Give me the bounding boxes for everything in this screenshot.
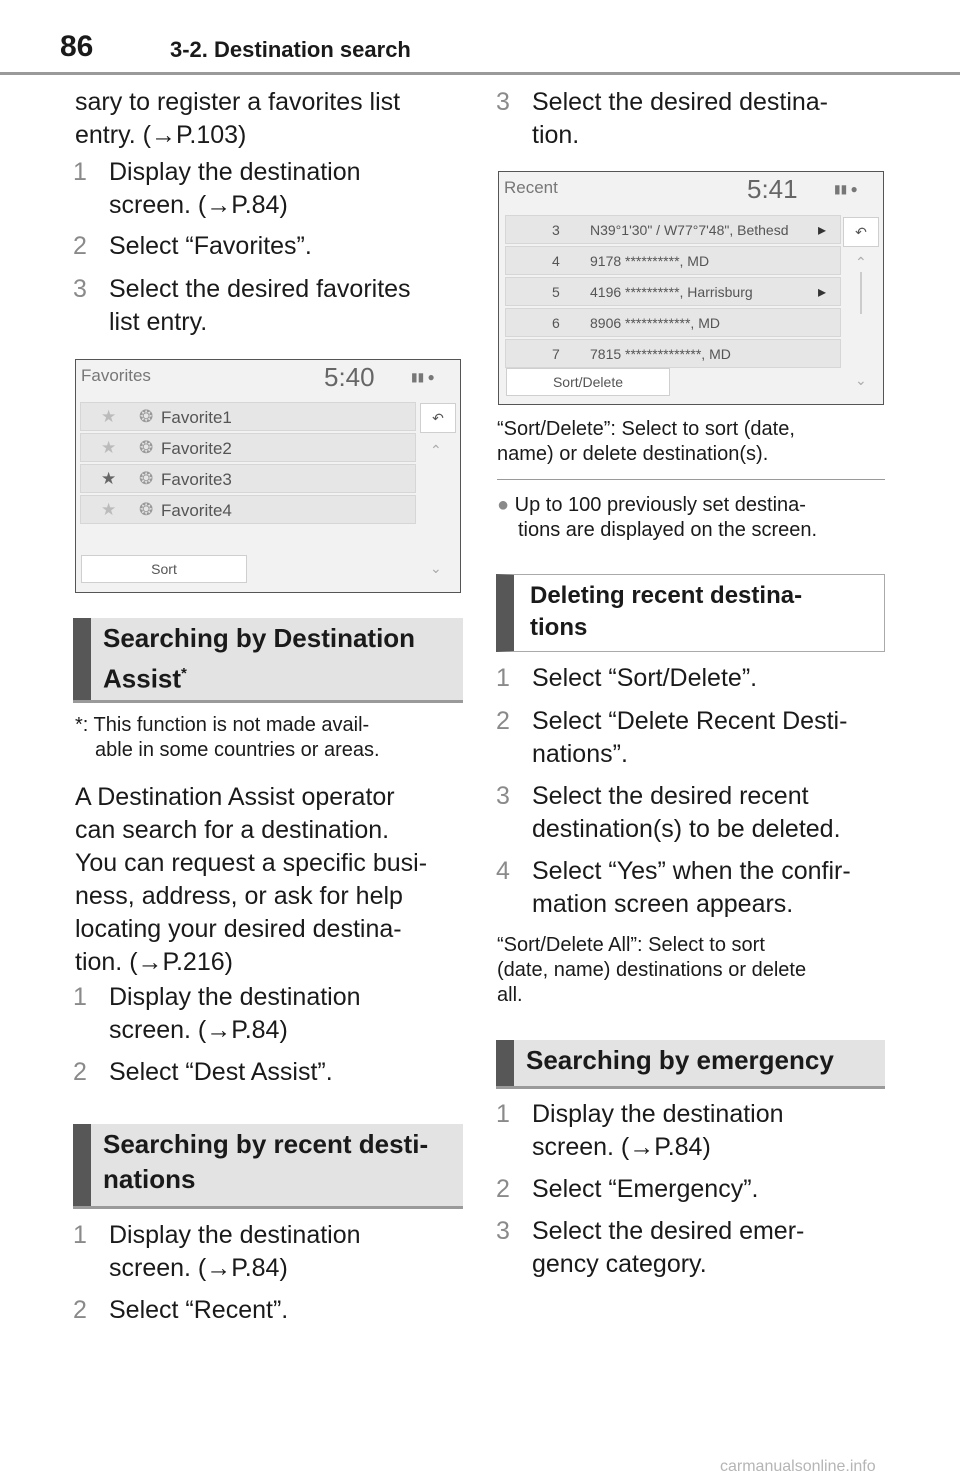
favorites-screen: [75, 359, 461, 593]
status-icons: ▮▮ ●: [834, 182, 858, 196]
recent-step-1: 1 Display the destination screen. (→P.84): [73, 1221, 361, 1282]
recent-row[interactable]: 4 9178 **********, MD: [505, 246, 841, 275]
favorite-row[interactable]: ★ ❂ Favorite4: [80, 495, 416, 524]
delete-step-1: 1 Select “Sort/Delete”.: [496, 664, 758, 692]
sort-delete-all-note: “Sort/Delete All”: Select to sort (date, name) destinations or delete all.: [497, 934, 807, 1006]
recent-row[interactable]: 5 4196 **********, Harrisburg ▸: [505, 277, 841, 306]
emergency-step-3: 3 Select the desired emer- gency category.: [496, 1217, 805, 1278]
screen-title: Favorites: [81, 366, 151, 385]
route-icon[interactable]: ▸: [818, 222, 827, 239]
star-icon: ★: [101, 407, 117, 426]
intro-text: sary to register a favorites list entry. (→P.103): [75, 88, 401, 149]
bullet-note: ● Up to 100 previously set destina- tions are displayed on the screen.: [497, 494, 818, 541]
watermark: carmanualsonline.info: [720, 1458, 876, 1475]
page-number: 86: [60, 30, 94, 63]
gear-icon: ❂: [139, 469, 154, 488]
assist-paragraph: A Destination Assist operator can search for a destination. You can request a specific busi- ness, address, or ask for help locating your desired destina- tion. (→P.216): [75, 783, 428, 976]
star-icon: ★: [101, 438, 117, 457]
screen-clock: 5:41: [747, 174, 798, 204]
scroll-up-icon[interactable]: ⌃: [430, 442, 442, 458]
section-rule: [73, 1206, 463, 1209]
recent-screen: [498, 171, 884, 405]
assist-step-1: 1 Display the destination screen. (→P.84): [73, 983, 361, 1044]
assist-step-2: 2 Select “Dest Assist”.: [73, 1058, 333, 1086]
route-icon[interactable]: ▸: [818, 284, 827, 301]
section-heading-delete: Deleting recent destina- tions: [496, 574, 885, 652]
delete-step-4: 4 Select “Yes” when the confir- mation screen appears.: [496, 857, 851, 918]
delete-step-3: 3 Select the desired recent destination(s) to be deleted.: [496, 782, 841, 843]
section-heading-recent: Searching by recent desti- nations: [73, 1124, 463, 1206]
favorite-row[interactable]: ★ ❂ Favorite1: [80, 402, 416, 431]
scroll-up-icon[interactable]: ⌃: [855, 254, 867, 270]
star-icon: ★: [101, 469, 117, 488]
gear-icon: ❂: [139, 438, 154, 457]
scrollbar[interactable]: [860, 272, 862, 314]
recent-row[interactable]: 6 8906 ************, MD: [505, 308, 841, 337]
footnote: *: This function is not made avail- able in some countries or areas.: [75, 714, 380, 761]
fav-step-2: 2 Select “Favorites”.: [73, 232, 312, 260]
section-heading-emergency: Searching by emergency: [496, 1040, 885, 1086]
scroll-down-icon[interactable]: ⌄: [855, 372, 867, 388]
emergency-step-2: 2 Select “Emergency”.: [496, 1175, 759, 1203]
section-header: 3-2. Destination search: [170, 37, 411, 62]
recent-row[interactable]: 7 7815 **************, MD: [505, 339, 841, 368]
divider: [497, 479, 885, 480]
status-icons: ▮▮ ●: [411, 370, 435, 384]
favorite-row[interactable]: ★ ❂ Favorite3: [80, 464, 416, 493]
back-icon: ↶: [432, 410, 444, 426]
delete-step-2: 2 Select “Delete Recent Desti- nations”.: [496, 707, 848, 768]
fav-step-1: 1 Display the destination screen. (→P.84): [73, 158, 361, 219]
back-button[interactable]: [420, 403, 456, 433]
bullet-icon: ●: [497, 494, 510, 516]
fav-step-3: 3 Select the desired favorites list entry.: [73, 275, 411, 336]
star-icon: ★: [101, 500, 117, 519]
scroll-down-icon[interactable]: ⌄: [430, 560, 442, 576]
recent-row[interactable]: 3 N39°1'30" / W77°7'48", Bethesd ▸: [505, 215, 841, 244]
gear-icon: ❂: [139, 407, 154, 426]
emergency-step-1: 1 Display the destination screen. (→P.84): [496, 1100, 784, 1161]
sort-button[interactable]: Sort: [81, 555, 247, 583]
section-rule: [496, 1086, 885, 1089]
sort-delete-note: “Sort/Delete”: Select to sort (date, name) or delete destination(s).: [497, 418, 795, 465]
header-rule: [0, 72, 960, 75]
back-button[interactable]: [843, 217, 879, 247]
section-heading-assist: Searching by Destination Assist*: [73, 618, 463, 700]
section-rule: [73, 700, 463, 703]
screen-clock: 5:40: [324, 362, 375, 392]
fav-step-3-dest: 3 Select the desired destina- tion.: [496, 88, 829, 149]
recent-step-2: 2 Select “Recent”.: [73, 1296, 289, 1324]
gear-icon: ❂: [139, 500, 154, 519]
back-icon: ↶: [855, 224, 867, 240]
screen-title: Recent: [504, 178, 558, 197]
favorite-row[interactable]: ★ ❂ Favorite2: [80, 433, 416, 462]
sort-delete-button[interactable]: Sort/Delete: [506, 368, 670, 396]
